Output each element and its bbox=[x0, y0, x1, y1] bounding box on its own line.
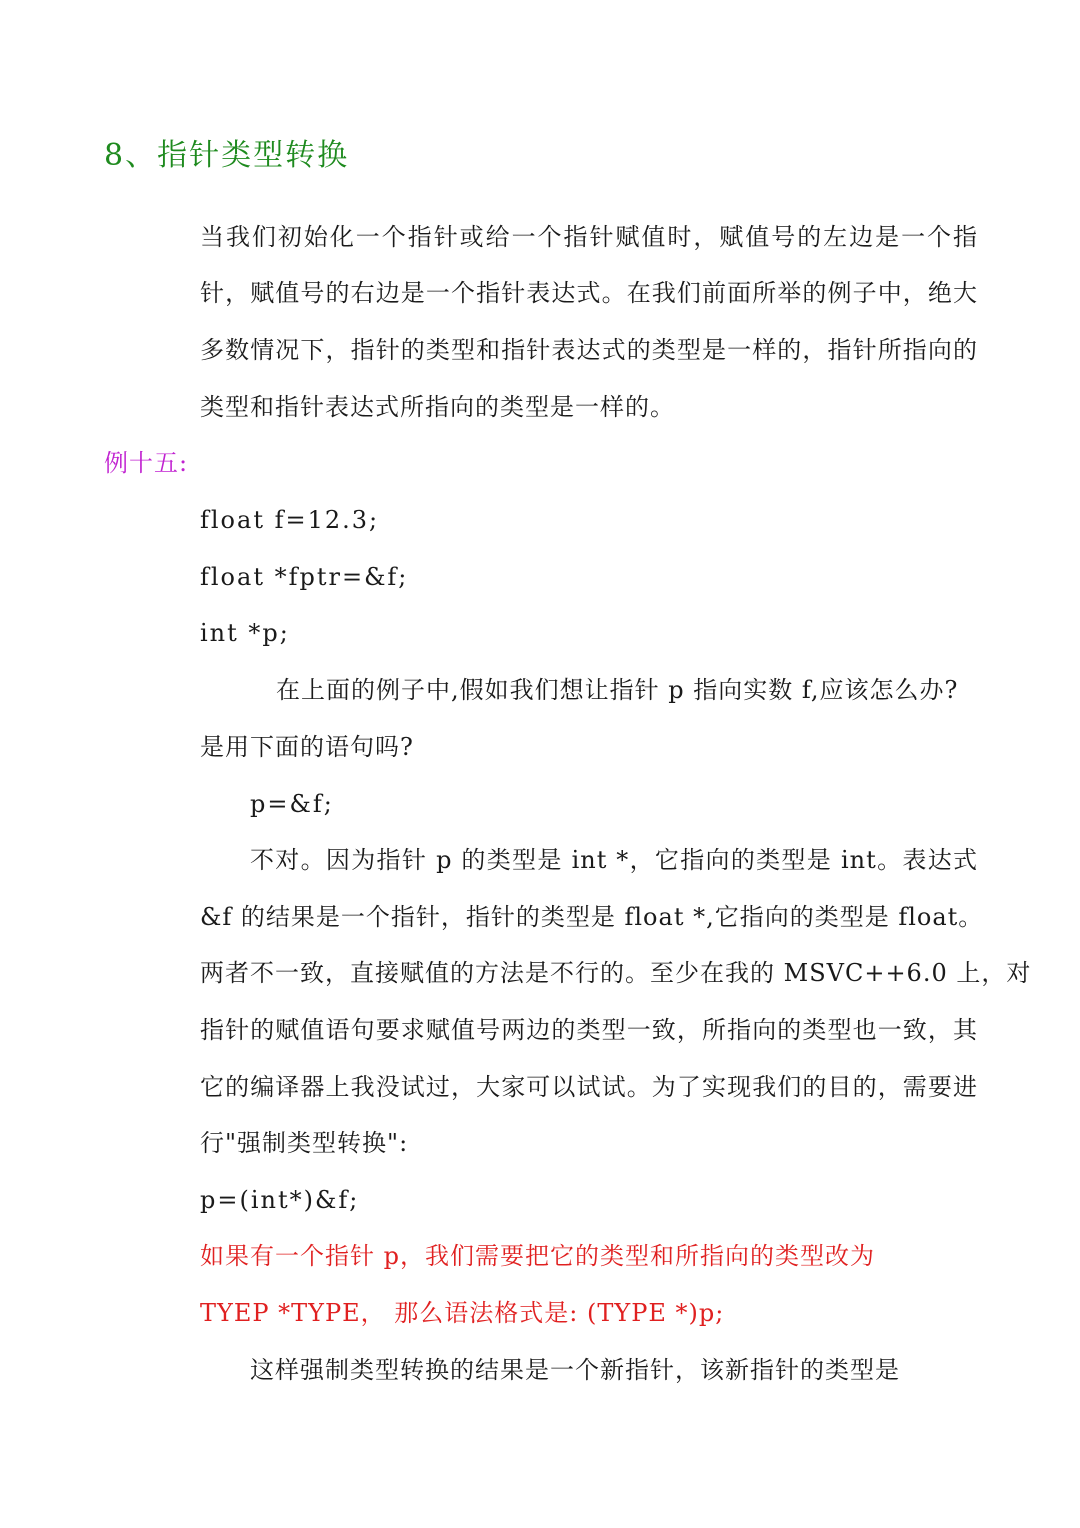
final-line: 这样强制类型转换的结果是一个新指针，该新指针的类型是 bbox=[250, 1356, 900, 1384]
section-heading: 8、指针类型转换 bbox=[104, 138, 350, 173]
explanation-line-6: 行"强制类型转换": bbox=[200, 1129, 409, 1157]
code-line-float-f: float f=12.3; bbox=[200, 506, 380, 534]
question-line-2: 是用下面的语句吗? bbox=[200, 733, 414, 761]
code-line-cast: p=(int*)&f; bbox=[200, 1186, 360, 1214]
example-label: 例十五: bbox=[104, 449, 189, 477]
explanation-line-1: 不对。因为指针 p 的类型是 int *，它指向的类型是 int。表达式 bbox=[250, 846, 978, 874]
explanation-line-2: &f 的结果是一个指针，指针的类型是 float *,它指向的类型是 float。 bbox=[200, 903, 984, 931]
highlight-line-2: TYEP *TYPE， 那么语法格式是: (TYPE *)p; bbox=[200, 1299, 725, 1327]
intro-line-2: 针，赋值号的右边是一个指针表达式。在我们前面所举的例子中，绝大 bbox=[200, 279, 978, 307]
intro-line-4: 类型和指针表达式所指向的类型是一样的。 bbox=[200, 393, 675, 421]
question-line-1: 在上面的例子中,假如我们想让指针 p 指向实数 f,应该怎么办? bbox=[276, 676, 959, 704]
code-line-float-fptr: float *fptr=&f; bbox=[200, 563, 409, 591]
highlight-line-1: 如果有一个指针 p，我们需要把它的类型和所指向的类型改为 bbox=[200, 1242, 875, 1270]
code-line-int-p: int *p; bbox=[200, 619, 290, 647]
code-line-p-assign: p=&f; bbox=[250, 790, 334, 818]
intro-line-1: 当我们初始化一个指针或给一个指针赋值时，赋值号的左边是一个指 bbox=[200, 223, 978, 251]
intro-line-3: 多数情况下，指针的类型和指针表达式的类型是一样的，指针所指向的 bbox=[200, 336, 978, 364]
explanation-line-3: 两者不一致，直接赋值的方法是不行的。至少在我的 MSVC++6.0 上，对 bbox=[200, 959, 1032, 987]
explanation-line-4: 指针的赋值语句要求赋值号两边的类型一致，所指向的类型也一致，其 bbox=[200, 1016, 978, 1044]
explanation-line-5: 它的编译器上我没试过，大家可以试试。为了实现我们的目的，需要进 bbox=[200, 1073, 978, 1101]
